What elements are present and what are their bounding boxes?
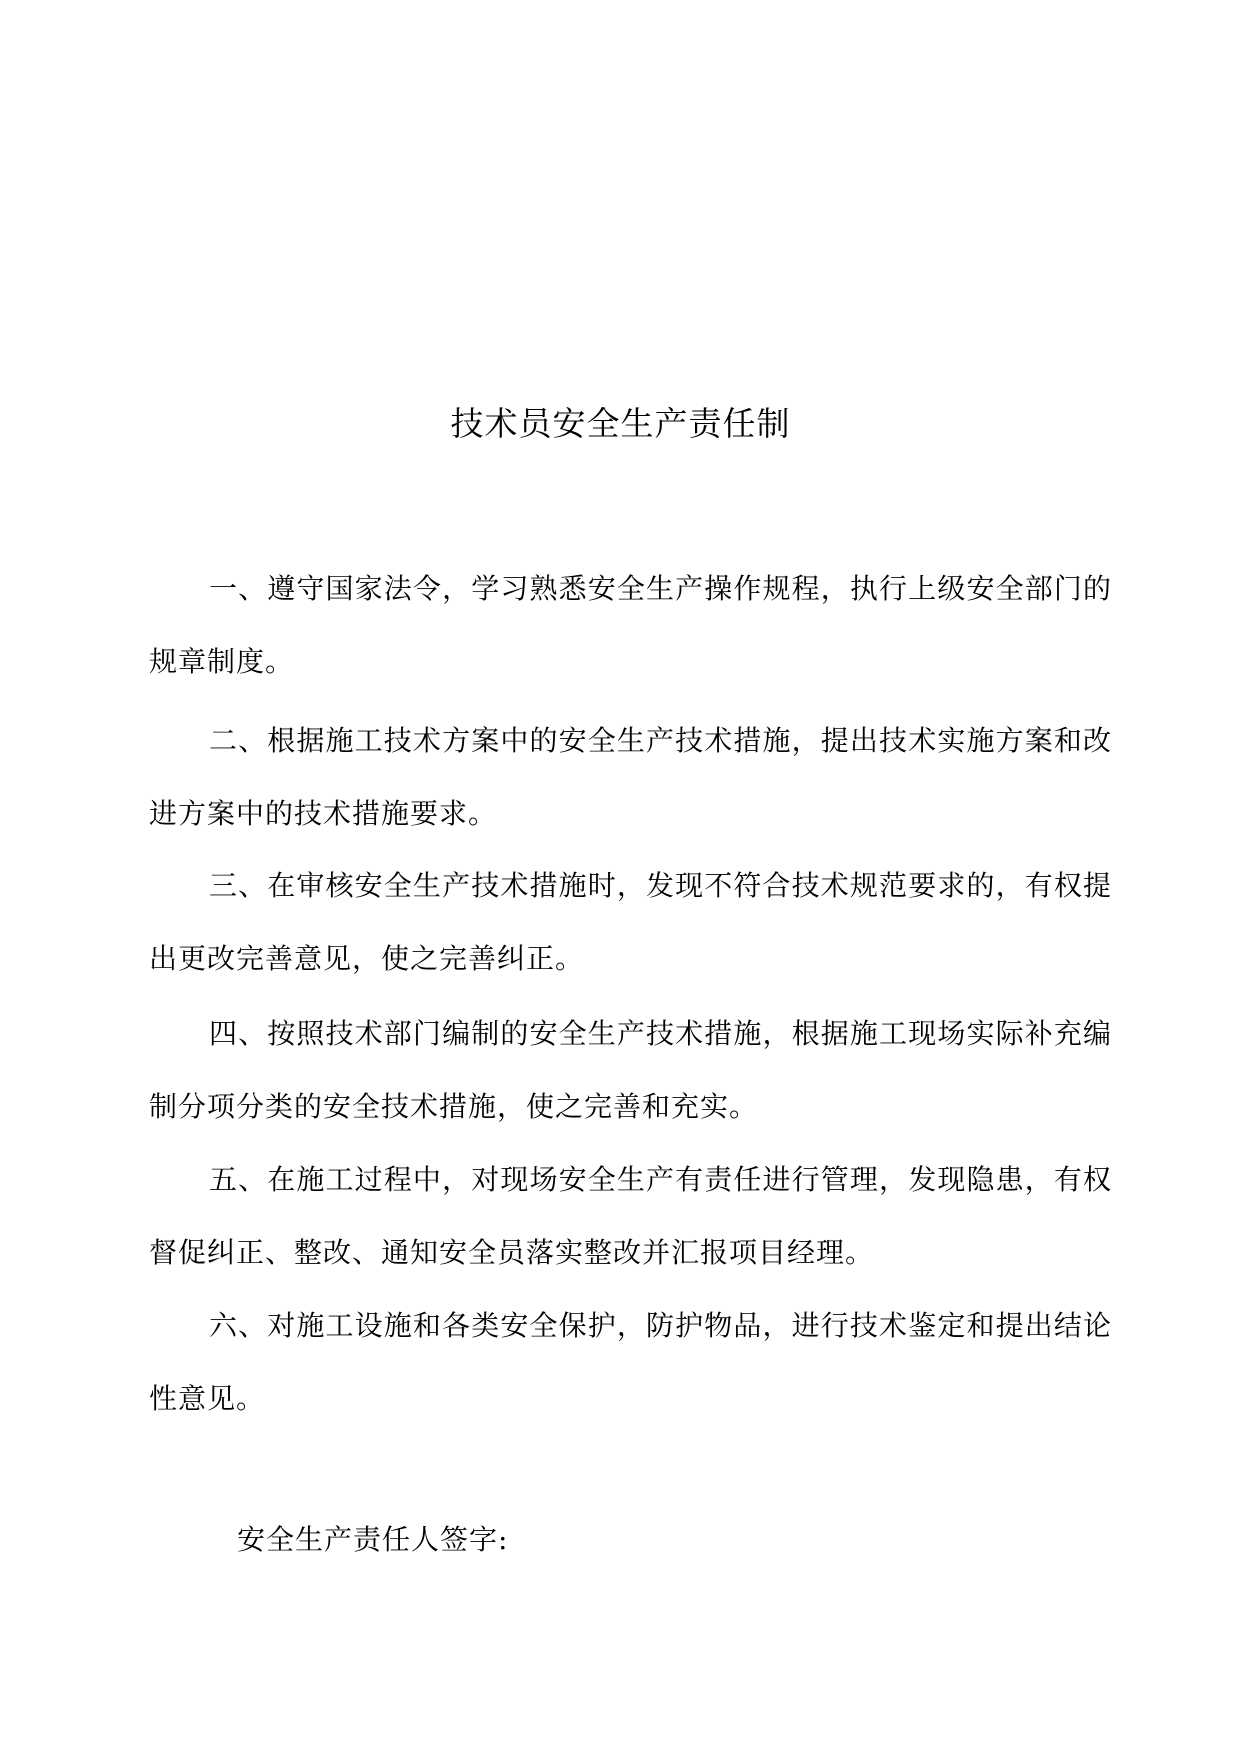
- document-title: 技术员安全生产责任制: [450, 404, 791, 443]
- clause-2: 二、根据施工技术方案中的安全生产技术措施，提出技术实施方案和改进方案中的技术措施要求。: [149, 724, 1112, 830]
- clause-3: 三、在审核安全生产技术措施时，发现不符合技术规范要求的，有权提出更改完善意见，使之完善纠正。: [149, 869, 1112, 975]
- clause-1: 一、遵守国家法令，学习熟悉安全生产操作规程，执行上级安全部门的规章制度。: [149, 572, 1112, 678]
- clause-4: 四、按照技术部门编制的安全生产技术措施，根据施工现场实际补充编制分项分类的安全技术措施，使之完善和充实。: [149, 1017, 1112, 1123]
- clause-6: 六、对施工设施和各类安全保护，防护物品，进行技术鉴定和提出结论性意见。: [149, 1309, 1112, 1415]
- clause-5: 五、在施工过程中，对现场安全生产有责任进行管理，发现隐患，有权督促纠正、整改、通知安全员落实整改并汇报项目经理。: [149, 1163, 1112, 1269]
- signature-label: 安全生产责任人签字:: [237, 1523, 509, 1556]
